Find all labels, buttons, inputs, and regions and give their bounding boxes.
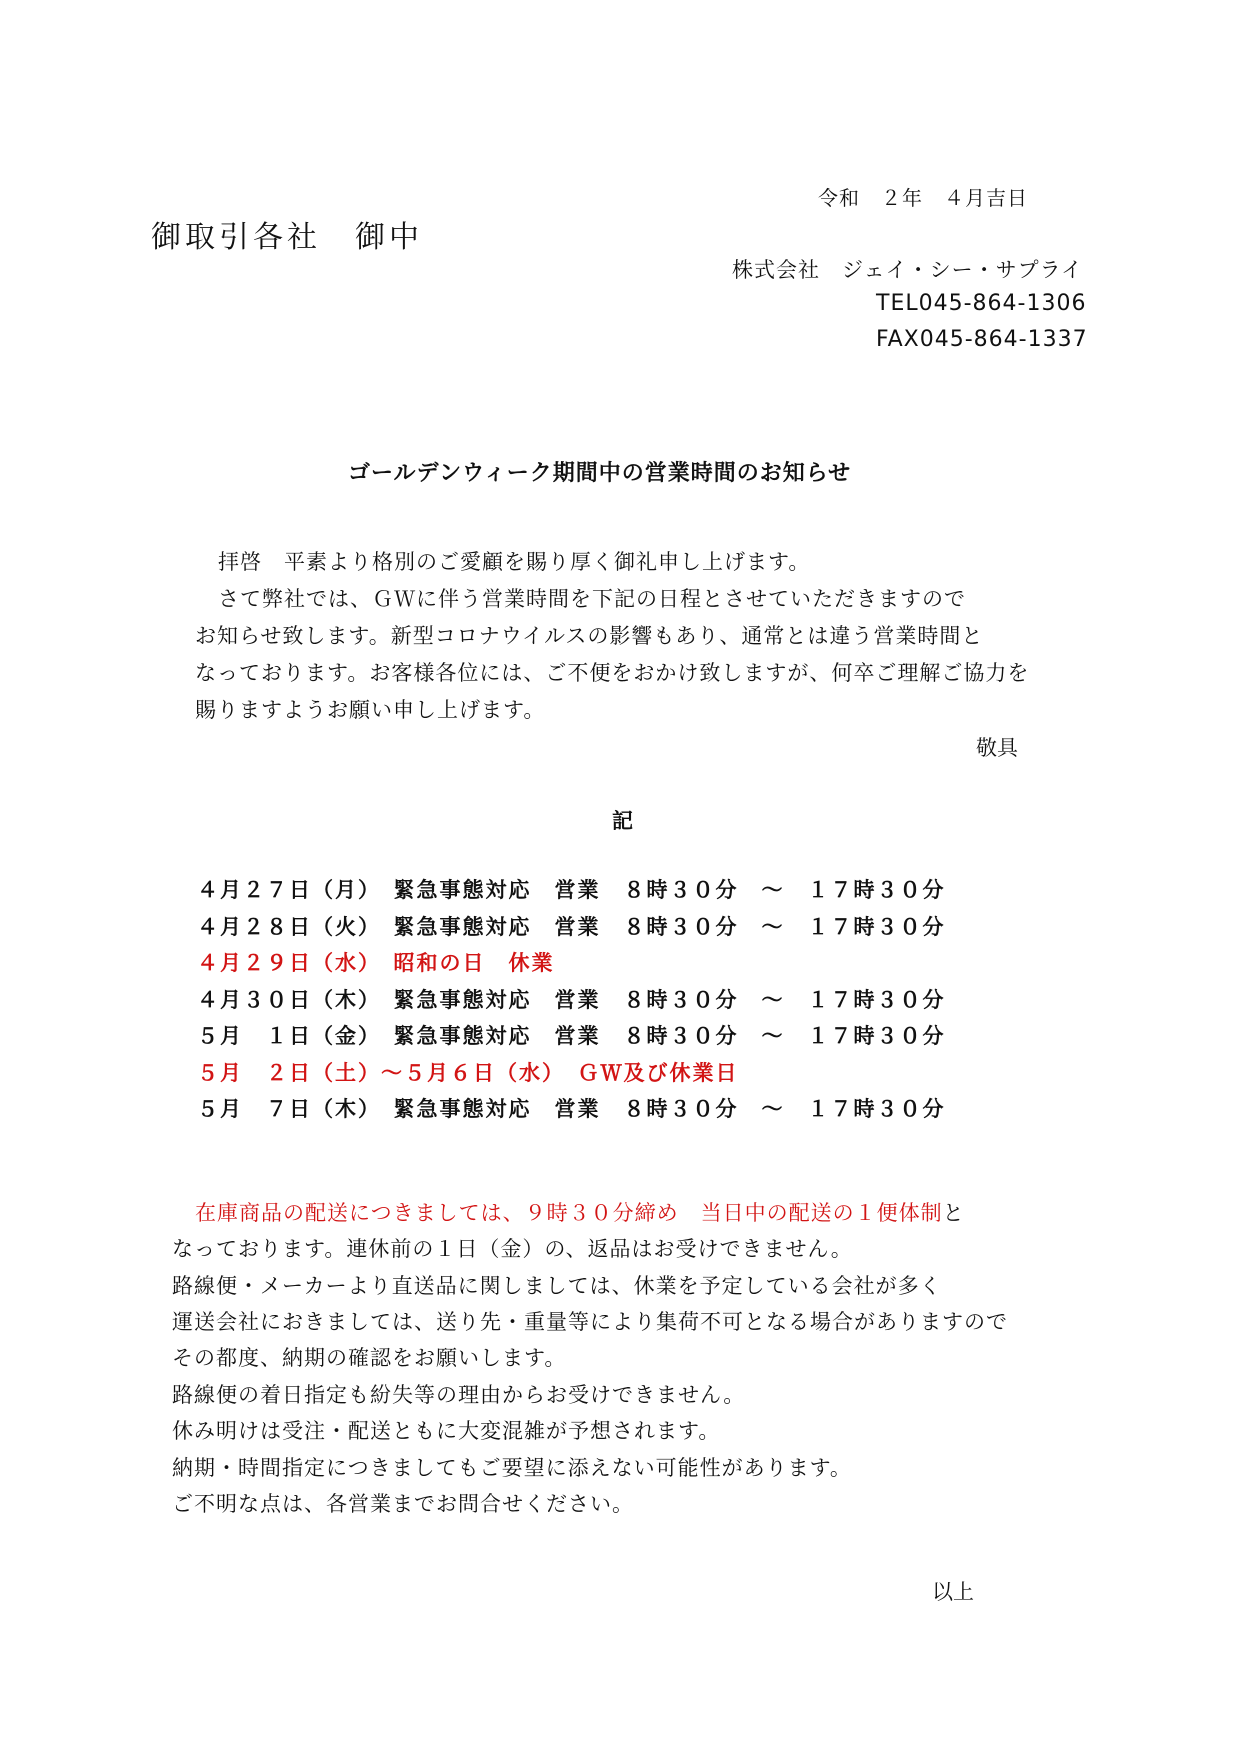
note-line: 運送会社におきましては、送り先・重量等により集荷不可となる場合がありますので xyxy=(172,1310,1008,1334)
fax-number: FAX045-864-1337 xyxy=(876,327,1088,352)
note-line: 休み明けは受注・配送ともに大変混雑が予想されます。 xyxy=(172,1419,721,1443)
schedule-row: ５月 １日（金） 緊急事態対応 営業 ８時３０分 ～ １７時３０分 xyxy=(197,1024,946,1048)
schedule-row: ４月２７日（月） 緊急事態対応 営業 ８時３０分 ～ １７時３０分 xyxy=(197,878,946,902)
schedule-row: ４月２８日（火） 緊急事態対応 営業 ８時３０分 ～ １７時３０分 xyxy=(197,915,946,939)
note-tail: と xyxy=(942,1201,965,1225)
company-name: 株式会社 ジェイ・シー・サプライ xyxy=(732,258,1083,282)
body-line: 賜りますようお願い申し上げます。 xyxy=(195,698,546,722)
body-line: なっております。お客様各位には、ご不便をおかけ致しますが、何卒ご理解ご協力を xyxy=(195,661,1030,685)
closing-ijou: 以上 xyxy=(932,1580,974,1604)
note-line xyxy=(195,1197,965,1227)
ki-heading: 記 xyxy=(612,809,633,833)
note-line: その都度、納期の確認をお願いします。 xyxy=(172,1346,567,1370)
body-line: お知らせ致します。新型コロナウイルスの影響もあり、通常とは違う営業時間と xyxy=(195,624,984,648)
addressee: 御取引各社 御中 xyxy=(151,220,423,255)
schedule-row: ５月 ７日（木） 緊急事態対応 営業 ８時３０分 ～ １７時３０分 xyxy=(197,1097,946,1121)
note-line: 納期・時間指定につきましてもご要望に添えない可能性があります。 xyxy=(172,1456,852,1480)
note-line: 路線便の着日指定も紛失等の理由からお受けできません。 xyxy=(172,1383,746,1407)
note-line: ご不明な点は、各営業までお問合せください。 xyxy=(172,1492,634,1516)
schedule-row: ５月 ２日（土）～５月６日（水） ＧＷ及び休業日 xyxy=(197,1061,739,1085)
schedule-row: ４月２９日（水） 昭和の日 休業 xyxy=(197,951,555,975)
note-highlight: 在庫商品の配送につきましては、９時３０分締め 当日中の配送の１便体制 xyxy=(195,1201,943,1225)
note-line: 路線便・メーカーより直送品に関しましては、休業を予定している会社が多く xyxy=(172,1274,942,1298)
body-line: 拝啓 平素より格別のご愛顧を賜り厚く御礼申し上げます。 xyxy=(218,550,811,574)
closing-keigu: 敬具 xyxy=(976,736,1018,760)
body-line: さて弊社では、ＧＷに伴う営業時間を下記の日程とさせていただきますので xyxy=(218,587,966,611)
note-line: なっております。連休前の１日（金）の、返品はお受けできません。 xyxy=(172,1237,853,1261)
schedule-row: ４月３０日（木） 緊急事態対応 営業 ８時３０分 ～ １７時３０分 xyxy=(197,988,946,1012)
document-title: ゴールデンウィーク期間中の営業時間のお知らせ xyxy=(348,461,852,486)
phone-number: TEL045-864-1306 xyxy=(876,291,1087,316)
document-date: 令和 ２年 ４月吉日 xyxy=(818,186,1028,210)
